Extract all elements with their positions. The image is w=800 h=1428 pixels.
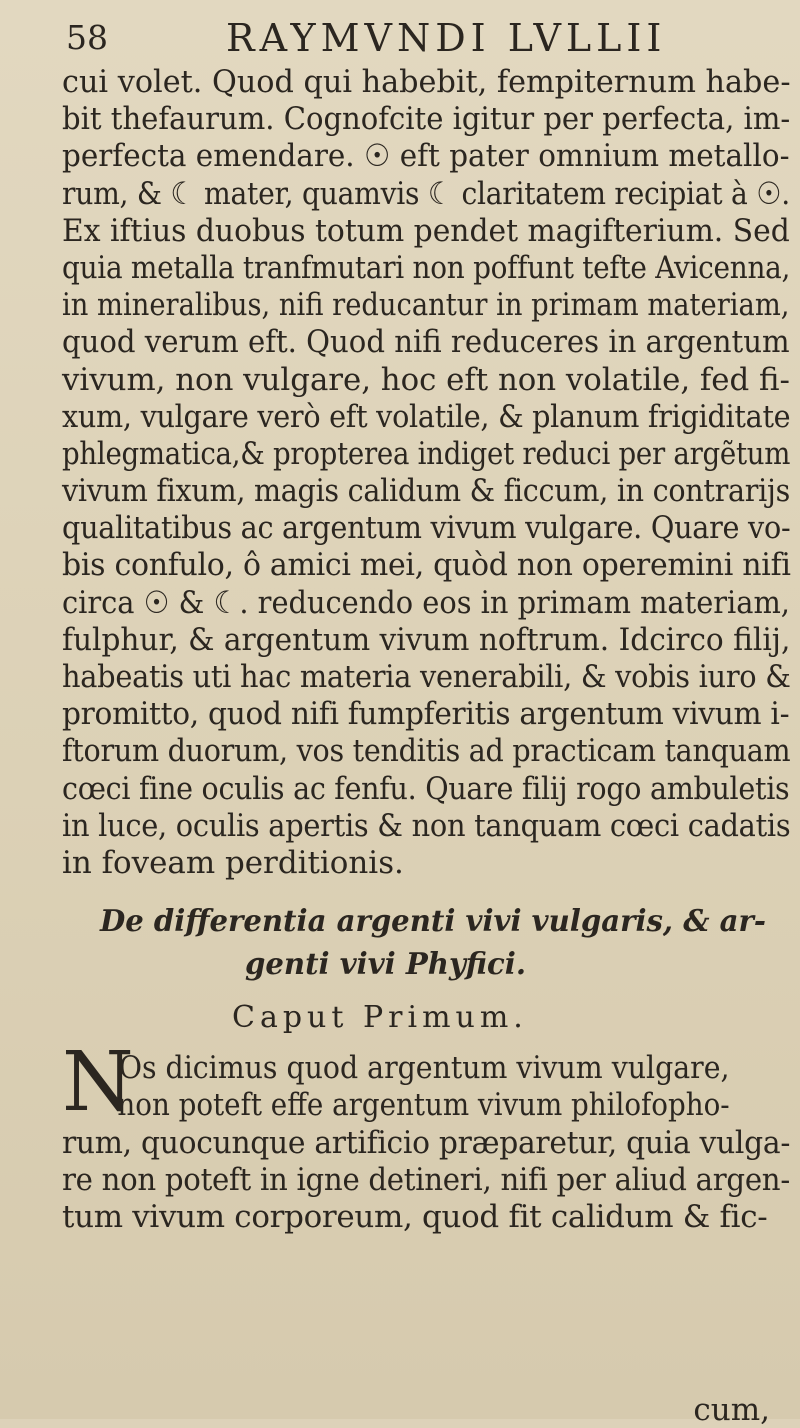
chapter-heading-line-2: genti vivi Phyfici.	[245, 947, 527, 982]
text-line: in foveam perditionis.	[62, 844, 404, 881]
text-line: vivum fixum, magis calidum & ficcum, in contrarijs	[62, 473, 791, 510]
text-line: habeatis uti hac materia venerabili, & vobis iuro &	[62, 659, 791, 695]
text-line: bit thefaurum. Cognofcite igitur per perfecta, im-	[62, 101, 791, 138]
text-line: cui volet. Quod qui habebit, fempiternum habe-	[62, 64, 791, 100]
text-line: quod verum eft. Quod nifi reduceres in argentum	[62, 324, 790, 361]
main-text-block	[62, 64, 792, 882]
running-title: RAYMVNDI LVLLII	[226, 16, 667, 60]
text-line: re non poteft in igne detineri, nifi per aliud argen-	[62, 1162, 790, 1199]
text-line: ftorum duorum, vos tenditis ad practicam tanquam	[62, 733, 791, 770]
text-line: bis confulo, ô amici mei, quòd non operemini nifi	[62, 547, 791, 584]
text-line: rum, & ☾ mater, quamvis ☾ claritatem recipiat à ☉.	[62, 175, 790, 212]
text-line: qualitatibus ac argentum vivum vulgare. Quare vo-	[62, 510, 791, 547]
text-line: quia metalla tranfmutari non poffunt tefte Avicenna,	[62, 249, 791, 286]
page-number: 58	[66, 18, 108, 57]
text-line: tum vivum corporeum, quod fit calidum & fic-	[62, 1199, 768, 1236]
text-line: vivum, non vulgare, hoc eft non volatile, fed fi-	[62, 361, 790, 398]
text-line: phlegmatica,& propterea indiget reduci per argẽtum	[62, 435, 791, 472]
text-line: Os dicimus quod argentum vivum vulgare,	[118, 1050, 730, 1086]
text-line: in mineralibus, nifi reducantur in primam materiam,	[62, 287, 790, 324]
text-line: fulphur, & argentum vivum noftrum. Idcirco filij,	[62, 621, 791, 658]
page-header	[58, 14, 760, 64]
text-line: xum, vulgare verò eft volatile, & planum frigiditate	[62, 398, 791, 435]
chapter-text-block	[62, 1035, 792, 1237]
chapter-heading-line-1: De differentia argenti vivi vulgaris, & ar-	[100, 904, 766, 939]
text-line: in luce, oculis apertis & non tanquam cœci cadatis	[62, 807, 791, 844]
caput-label: Caput Primum.	[232, 1000, 528, 1035]
text-line: promitto, quod nifi fumpferitis argentum vivum i-	[62, 696, 790, 733]
text-line: perfecta emendare. ☉ eft pater omnium metallo-	[62, 138, 790, 175]
drop-cap-letter: N	[62, 1035, 134, 1130]
text-line: circa ☉ & ☾. reducendo eos in primam materiam,	[62, 584, 790, 621]
text-line: rum, quocunque artificio præparetur, quia vulga-	[62, 1125, 791, 1161]
dropcap-paragraph-start	[62, 1035, 792, 1130]
catchword: cum,	[693, 1392, 770, 1428]
text-line: non poteft effe argentum vivum philofopho-	[117, 1087, 730, 1124]
text-line: cœci fine oculis ac fenfu. Quare filij rogo ambuletis	[62, 770, 790, 807]
text-line: Ex iftius duobus totum pendet magifterium. Sed	[62, 212, 790, 249]
